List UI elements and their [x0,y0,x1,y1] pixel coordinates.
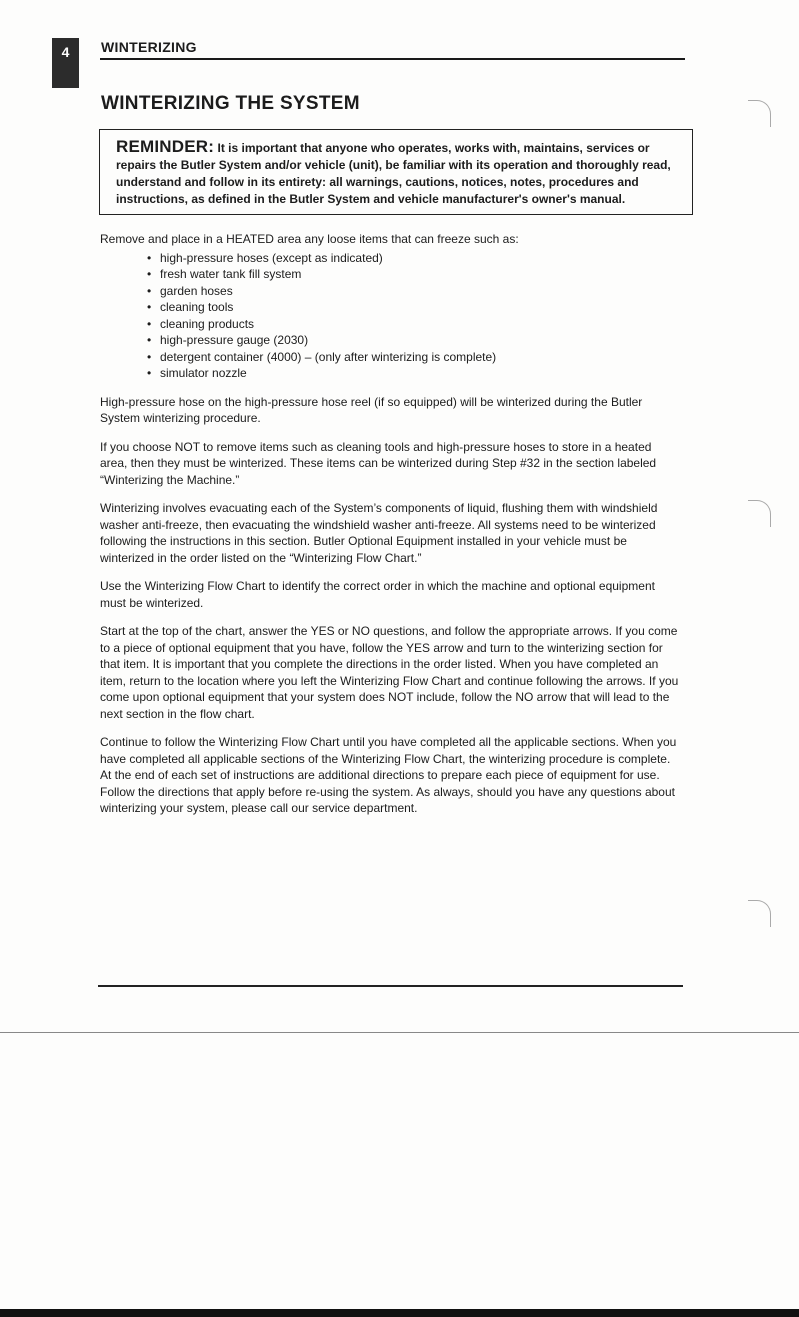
list-item: • garden hoses [160,283,680,300]
section-header: WINTERIZING [101,39,197,55]
sheet-edge [0,1032,799,1033]
freeze-items-list [100,250,680,382]
paragraph-involves: Winterizing involves evacuating each of the System’s components of liquid, flushing them with windshield washer anti-freeze, then evacuating the windshield washer anti-freeze. All systems need to be winterized following the instructions in this section. Butler Optional Equipment installed in your vehicle must be winterized in the order listed on the “Winterizing Flow Chart.” [100,501,658,565]
page-title: WINTERIZING THE SYSTEM [101,93,360,114]
list-item: • fresh water tank fill system [160,266,680,283]
list-item: • detergent container (4000) – (only after winterizing is complete) [160,349,680,366]
paragraph-flow-chart: Use the Winterizing Flow Chart to identify the correct order in which the machine and optional equipment must be winterized. [100,579,655,610]
list-item: • high-pressure gauge (2030) [160,332,680,349]
footer-rule [98,985,683,987]
paragraph-hose-reel: High-pressure hose on the high-pressure hose reel (if so equipped) will be winterized during the Butler System winterizing procedure. [100,394,643,425]
body-text [100,231,680,829]
list-item: • cleaning products [160,316,680,333]
reminder-box [99,129,693,215]
page-number-tab: 4 [52,38,79,88]
reminder-text: It is important that anyone who operates, works with, maintains, services or repairs the Butler System and/or vehicle (unit), be familiar with its operation and thoroughly read, understand and follow in its entirety: all warnings, cautions, notices, notes, procedures and instructions, as defined in the Butler System and vehicle manufacturer's owner's manual. [116,141,671,206]
binder-hole-mark [748,900,771,927]
list-item: • cleaning tools [160,299,680,316]
paragraph-start: Start at the top of the chart, answer the YES or NO questions, and follow the appropriate arrows. If you come to a piece of optional equipment that you have, follow the YES arrow and turn to the winterizing section for that item. It is important that you complete the directions in the order listed. When you have completed an item, return to the location where you left the Winterizing Flow Chart and continue following the arrows. If you come upon optional equipment that your system does NOT include, follow the NO arrow that will lead to the next section in the flow chart. [100,624,679,721]
binder-hole-mark [748,500,771,527]
binder-hole-mark [748,100,771,127]
header-rule [100,58,685,60]
paragraph-not-removed: If you choose NOT to remove items such as cleaning tools and high-pressure hoses to store in a heated area, then they must be winterized. These items can be winterized during Step #32 in the section labeled “Winterizing the Machine.” [100,439,657,487]
scan-bottom-edge [0,1309,799,1317]
list-item: • high-pressure hoses (except as indicated) [160,250,680,267]
intro-paragraph: Remove and place in a HEATED area any loose items that can freeze such as: [100,232,519,246]
list-item: • simulator nozzle [160,365,680,382]
reminder-label: REMINDER: [116,137,215,156]
paragraph-continue: Continue to follow the Winterizing Flow Chart until you have completed all the applicable sections. When you have completed all applicable sections of the Winterizing Flow Chart, the winterizing procedure is complete. At the end of each set of instructions are additional directions to prepare each piece of equipment for use. Follow the directions that apply before re-using the system. As always, should you have any questions about winterizing your system, please call our service department. [100,735,677,815]
